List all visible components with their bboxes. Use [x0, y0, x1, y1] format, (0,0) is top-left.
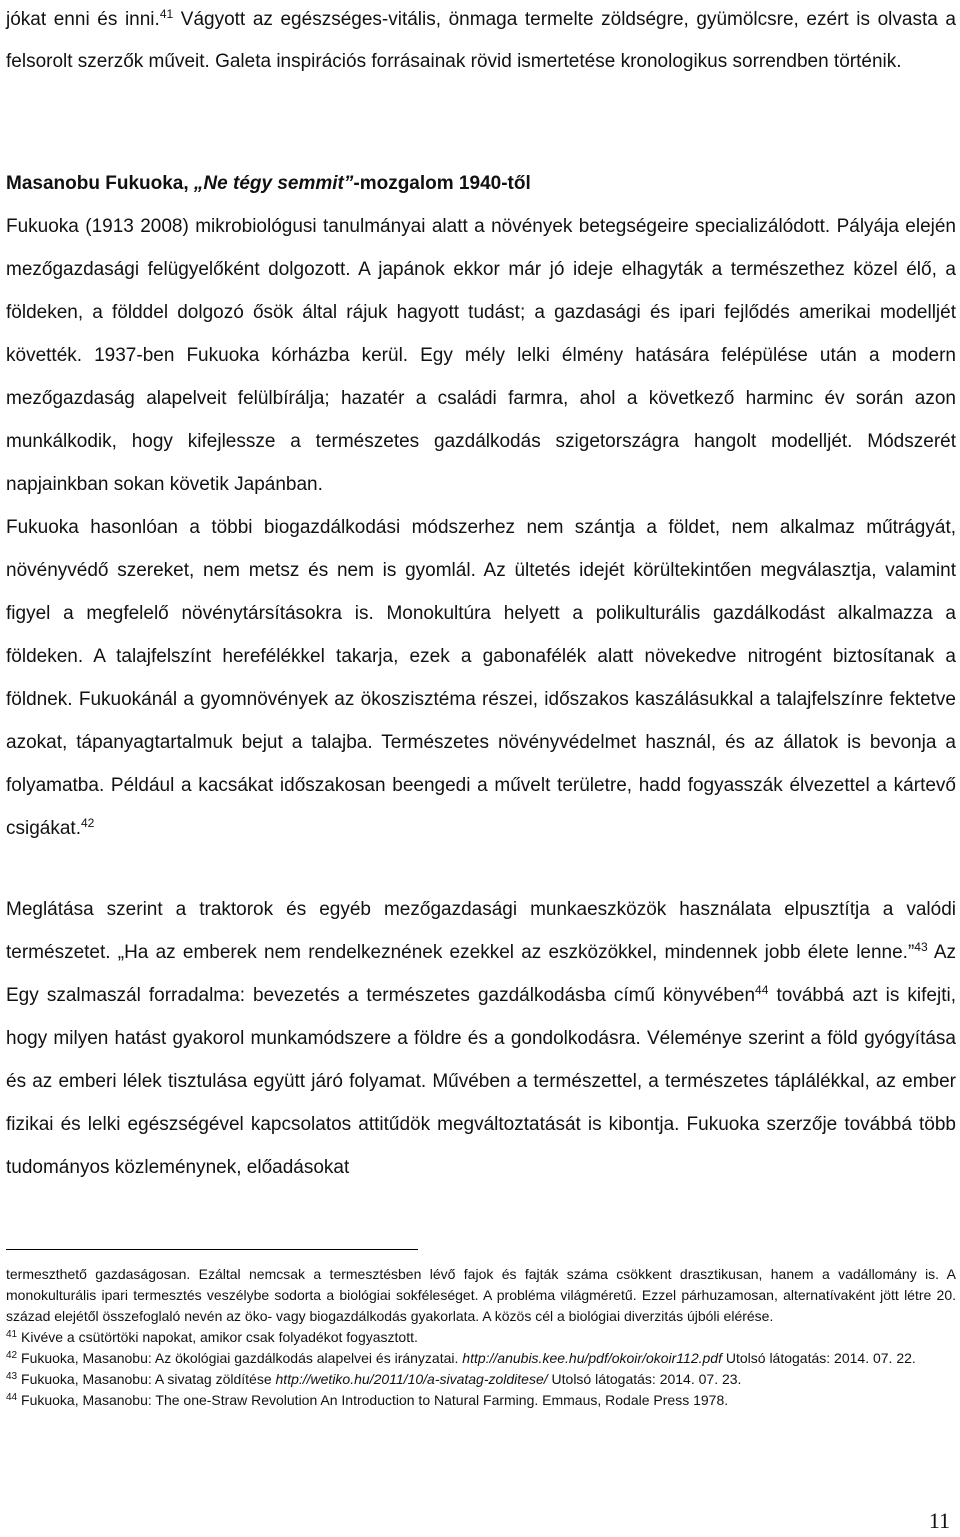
method-text: Fukuoka hasonlóan a többi biogazdálkodási módszerhez nem szántja a földet, nem alkalmaz műtrágyát, növényvédő szereket, nem metsz és nem is gyomlál. Az ültetés idejét körültekintően megválasztja, valamint figyel a megfelelő növénytársításokra is. Monokultúra helyett a polikulturális gazdálkodást alkalmazza a földeken. A talajfelszínt herefélékkel takarja, ezek a gabonafélék alatt növekedve nitrogént biztosítanak a földnek. Fukuokánál a gyomnövények az ökoszisztéma részei, időszakos kaszálásukkal a talajfelszínre fektetve azokat, tápanyagtartalmuk bejut a talajba. Természetes növényvédelmet használ, és az állatok is bevonja a folyamatba. Például a kacsákat időszakosan beengedi a művelt területre, hadd fogyasszák élvezettel a kártevő csigákat. [6, 517, 956, 839]
footnote-text: Fukuoka, Masanobu: Az ökológiai gazdálkodás alapelvei és irányzatai. [17, 1350, 463, 1366]
footnote-number: 43 [6, 1371, 18, 1382]
footnote-ref-42[interactable]: 42 [80, 816, 95, 830]
philosophy-text-b: Az Egy szalmaszál forradalma: bevezetés a természetes gazdálkodásba című könyvében [6, 942, 956, 1006]
heading-suffix: -mozgalom 1940-től [353, 173, 531, 194]
footnote-ref-41[interactable]: 41 [159, 7, 174, 21]
footnotes [6, 1264, 956, 1411]
paragraph-method [6, 506, 956, 850]
footnote-text: Fukuoka, Masanobu: The one-Straw Revolution An Introduction to Natural Farming. Emmaus, Rodale Press 1978. [17, 1392, 729, 1408]
intro-paragraph [6, 0, 956, 83]
footnote-continued: termeszthető gazdaságosan. Ezáltal nemcsak a termesztésben lévő fajok és fajták száma csökkent drasztikusan, hanem a vadállomány is. A monokulturális ipari termesztés veszélybe sodorta a biológiai sokféleséget. A probléma világméretű. Ezzel párhuzamosan, alternatívaként jött létre 20. század elejétől összefoglaló nevén az öko- vagy biogazdálkodás gyakorlata. A közös cél a biológiai diverzitás újbóli elérése. [6, 1266, 956, 1324]
footnote-44 [6, 1390, 956, 1411]
footnote-text: Utolsó látogatás: 2014. 07. 22. [721, 1350, 916, 1366]
section-heading [6, 162, 531, 205]
footnote-divider [6, 1249, 418, 1250]
footnote-43 [6, 1369, 956, 1390]
footnote-ref-44[interactable]: 44 [755, 983, 769, 997]
intro-text-a: jókat enni és inni. [6, 9, 160, 30]
footnote-ref-43[interactable]: 43 [914, 940, 928, 954]
footnote-text: Fukuoka, Masanobu: A sivatag zöldítése [17, 1371, 276, 1387]
philosophy-text-c: továbbá azt is kifejti, hogy milyen hatást gyakorol munkamódszere a földre és a gondolkodásra. Véleménye szerint a föld gyógyítása és az emberi lélek tisztulása együtt járó folyamat. Művében a természettel, a természetes táplálékkal, az ember fizikai és lelki egészségével kapcsolatos attitűdök megváltoztatását is kibontja. Fukuoka szerzője továbbá több tudományos közleménynek, előadásokat [6, 985, 956, 1178]
page-number: 11 [928, 1508, 950, 1533]
footnote-link[interactable]: http://wetiko.hu/2011/10/a-sivatag-zolditese/ [275, 1371, 548, 1387]
heading-name: Masanobu Fukuoka, [6, 173, 194, 194]
footnote-number: 44 [6, 1392, 18, 1403]
section-body-2 [6, 888, 956, 1189]
footnote-42 [6, 1348, 956, 1369]
footnote-text: Kivéve a csütörtöki napokat, amikor csak folyadékot fogyasztott. [17, 1329, 418, 1345]
footnote-41 [6, 1327, 956, 1348]
footnote-link[interactable]: http://anubis.kee.hu/pdf/okoir/okoir112.pdf [462, 1350, 722, 1366]
section-body [6, 205, 956, 850]
heading-italic: „Ne tégy semmit” [193, 173, 354, 194]
footnote-number: 42 [6, 1350, 18, 1361]
footnote-text: Utolsó látogatás: 2014. 07. 23. [547, 1371, 742, 1387]
paragraph-biography: Fukuoka (1913 2008) mikrobiológusi tanulmányai alatt a növények betegségeire specializálódott. Pályája elején mezőgazdasági felügyelőként dolgozott. A japánok ekkor már jó ideje elhagyták a természethez közel élő, a földeken, a földdel dolgozó ősök által rájuk hagyott tudást; a gazdasági és ipari fejlődés amerikai modelljét követték. 1937-ben Fukuoka kórházba kerül. Egy mély lelki élmény hatására felépülése után a modern mezőgazdaság alapelveit felülbírálja; hazatér a családi farmra, ahol a következő harminc év során azon munkálkodik, hogy kifejlessze a természetes gazdálkodás szigetországra hangolt modelljét. Módszerét napjainkban sokan követik Japánban. [6, 216, 956, 495]
paragraph-philosophy [6, 888, 956, 1189]
philosophy-text-a: Meglátása szerint a traktorok és egyéb mezőgazdasági munkaeszközök használata elpusztítja a valódi természetet. „Ha az emberek nem rendelkeznének ezekkel az eszközökkel, mindennek jobb élete lenne.” [6, 899, 956, 963]
footnote-number: 41 [6, 1329, 18, 1340]
intro-text-b: Vágyott az egészséges-vitális, önmaga termelte zöldségre, gyümölcsre, ezért is olvasta a felsorolt szerzők műveit. Galeta inspirációs forrásainak rövid ismertetése kronologikus sorrendben történik. [6, 9, 956, 72]
